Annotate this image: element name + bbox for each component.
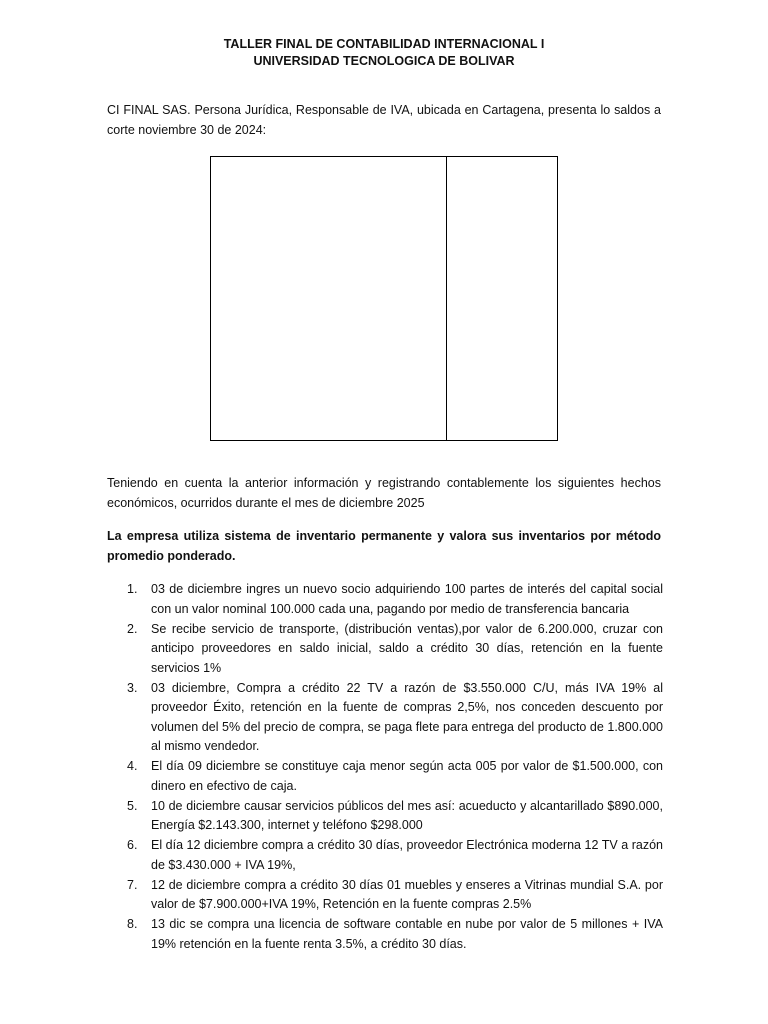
list-item-text: 03 diciembre, Compra a crédito 22 TV a razón de $3.550.000 C/U, más IVA 19% al proveedor Éxito, retención en la fuente de compras 2,5%, nos conceden descuento por volumen del 5% del precio de compra, se paga flete para entrega del producto de 1.800.000 al mismo vendedor. [151, 680, 663, 753]
list-item-text: 10 de diciembre causar servicios públicos del mes así: acueducto y alcantarillado $890.000, Energía $2.143.300, internet y teléfono $298.000 [151, 798, 663, 832]
list-item-text: El día 12 diciembre compra a crédito 30 días, proveedor Electrónica moderna 12 TV a razón de $3.430.000 + IVA 19%, [151, 838, 663, 872]
list-item [107, 757, 663, 796]
list-item [107, 876, 663, 915]
list-item [107, 679, 663, 757]
university-name: UNIVERSIDAD TECNOLOGICA DE BOLIVAR [253, 54, 515, 68]
list-item-number: 1. [127, 582, 138, 596]
list-item [107, 836, 663, 875]
list-item-text: El día 09 diciembre se constituye caja menor según acta 005 por valor de $1.500.000, con dinero en efectivo de caja. [151, 759, 663, 793]
document-header [0, 36, 768, 70]
balance-table [210, 156, 558, 441]
list-item-text: 12 de diciembre compra a crédito 30 días 01 muebles y enseres a Vitrinas mundial S.A. por valor de $7.900.000+IVA 19%, Retención en la fuente compras 2.5% [151, 877, 663, 911]
context-paragraph: Teniendo en cuenta la anterior información y registrando contablemente los siguientes hechos económicos, ocurridos durante el mes de diciembre 2025 [107, 476, 661, 510]
list-item-number: 4. [127, 759, 138, 773]
list-item-number: 5. [127, 798, 138, 813]
list-item [107, 620, 663, 679]
inventory-method-paragraph: La empresa utiliza sistema de inventario permanente y valora sus inventarios por método promedio ponderado. [107, 529, 661, 563]
list-item [107, 915, 663, 954]
intro-paragraph: CI FINAL SAS. Persona Jurídica, Responsable de IVA, ubicada en Cartagena, presenta lo saldos a corte noviembre 30 de 2024: [107, 103, 661, 137]
list-item-number: 2. [127, 621, 138, 636]
list-item-number: 8. [127, 917, 138, 931]
list-item-text: Se recibe servicio de transporte, (distribución ventas),por valor de 6.200.000, cruzar con anticipo proveedores en saldo inicial, saldo a crédito 30 días, retención en la fuente servicios 1% [151, 621, 663, 675]
list-item [107, 797, 663, 836]
document-title: TALLER FINAL DE CONTABILIDAD INTERNACIONAL I [223, 37, 545, 51]
transactions-list [107, 580, 663, 955]
list-item-number: 6. [127, 838, 138, 852]
list-item-text: 03 de diciembre ingres un nuevo socio adquiriendo 100 partes de interés del capital social con un valor nominal 100.000 cada una, pagando por medio de transferencia bancaria [151, 582, 663, 616]
table-column-divider [446, 157, 447, 440]
list-item-text: 13 dic se compra una licencia de software contable en nube por valor de 5 millones + IVA 19% retención en la fuente renta 3.5%, a crédito 30 días. [151, 917, 663, 951]
list-item-number: 7. [127, 877, 138, 892]
list-item-number: 3. [127, 680, 138, 695]
list-item [107, 580, 663, 619]
